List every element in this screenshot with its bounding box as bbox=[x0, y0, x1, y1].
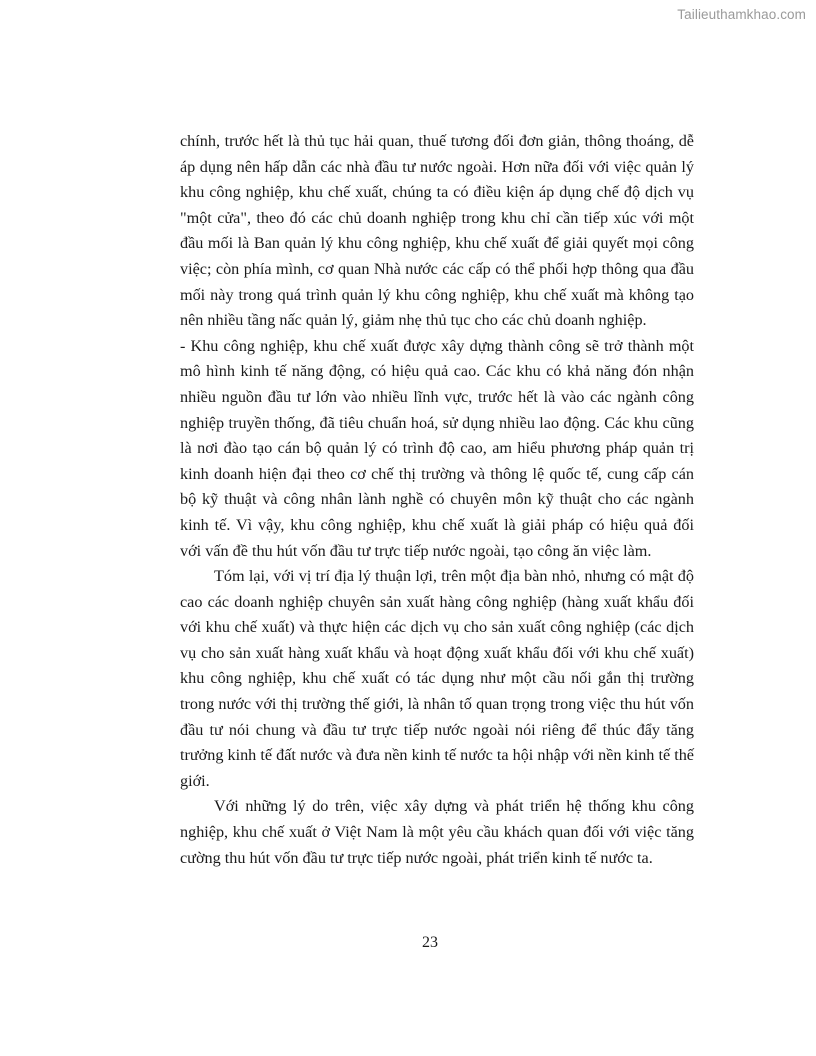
watermark-text: Tailieuthamkhao.com bbox=[677, 7, 806, 22]
text-line: nghiệp truyền thống, đã tiêu chuẩn hoá, sử dụng nhiều lao động. Các khu cũng bbox=[180, 413, 694, 432]
text-line: khu công nghiệp, khu chế xuất, chúng ta có điều kiện áp dụng chế độ dịch vụ bbox=[180, 183, 694, 202]
text-line: cao các doanh nghiệp chuyên sản xuất hàng công nghiệp (hàng xuất khẩu đối bbox=[180, 592, 694, 611]
paragraph-start-line: Tóm lại, với vị trí địa lý thuận lợi, trên một địa bàn nhỏ, nhưng có mật độ bbox=[214, 567, 694, 586]
text-line: là nơi đào tạo cán bộ quản lý có trình độ cao, am hiểu phương pháp quản trị bbox=[180, 439, 694, 458]
text-line: kinh tế. Vì vậy, khu công nghiệp, khu chế xuất là giải pháp có hiệu quả đối bbox=[180, 515, 694, 534]
bullet-line: - Khu công nghiệp, khu chế xuất được xây dựng thành công sẽ trở thành một bbox=[180, 336, 694, 355]
text-line: việc; còn phía mình, cơ quan Nhà nước các cấp có thể phối hợp thông qua đầu bbox=[180, 259, 694, 278]
text-line: áp dụng nên hấp dẫn các nhà đầu tư nước ngoài. Hơn nữa đối với việc quản lý bbox=[180, 157, 694, 176]
text-line: với khu chế xuất) và thực hiện các dịch vụ cho sản xuất công nghiệp (các dịch bbox=[180, 618, 694, 637]
text-line: nên nhiều tầng nấc quản lý, giảm nhẹ thủ tục cho các chủ doanh nghiệp. bbox=[180, 311, 647, 330]
text-line: mối này trong quá trình quản lý khu công nghiệp, khu chế xuất mà không tạo bbox=[180, 285, 694, 304]
text-line: giới. bbox=[180, 771, 210, 790]
text-line: mô hình kinh tế năng động, có hiệu quả cao. Các khu có khả năng đón nhận bbox=[180, 362, 694, 381]
document-body bbox=[180, 129, 694, 871]
text-line: vụ cho sản xuất hàng xuất khẩu và hoạt động xuất khẩu đối với khu chế xuất) bbox=[180, 643, 694, 662]
text-line: với vấn đề thu hút vốn đầu tư trực tiếp nước ngoài, tạo công ăn việc làm. bbox=[180, 541, 652, 560]
text-line: trong nước với thị trường thế giới, là nhân tố quan trọng trong việc thu hút vốn bbox=[180, 695, 694, 714]
text-line: trưởng kinh tế đất nước và đưa nền kinh tế nước ta hội nhập với nền kinh tế thế bbox=[180, 746, 694, 765]
text-line: đầu mối là Ban quản lý khu công nghiệp, khu chế xuất để giải quyết mọi công bbox=[180, 234, 694, 253]
text-line: chính, trước hết là thủ tục hải quan, thuế tương đối đơn giản, thông thoáng, dễ bbox=[180, 132, 694, 150]
text-line: bộ kỹ thuật và công nhân lành nghề có chuyên môn kỹ thuật cho các ngành bbox=[180, 490, 694, 509]
text-line: nghiệp, khu chế xuất ở Việt Nam là một yêu cầu khách quan đối với việc tăng bbox=[180, 823, 694, 842]
paragraph-start-line: Với những lý do trên, việc xây dựng và phát triển hệ thống khu công bbox=[214, 797, 694, 816]
text-line: đầu tư nói chung và đầu tư trực tiếp nước ngoài nói riêng để thúc đẩy tăng bbox=[180, 720, 694, 739]
text-line: kinh doanh hiện đại theo cơ chế thị trường và thông lệ quốc tế, cung cấp cán bbox=[180, 464, 694, 483]
text-line: "một cửa", theo đó các chủ doanh nghiệp trong khu chỉ cần tiếp xúc với một bbox=[180, 208, 694, 227]
page-number: 23 bbox=[422, 934, 438, 951]
text-line: khu công nghiệp, khu chế xuất có tác dụng như một cầu nối gắn thị trường bbox=[180, 669, 694, 688]
text-line: cường thu hút vốn đầu tư trực tiếp nước ngoài, phát triển kinh tế nước ta. bbox=[180, 848, 653, 867]
text-line: nhiều nguồn đầu tư lớn vào nhiều lĩnh vực, trước hết là vào các ngành công bbox=[180, 387, 694, 406]
